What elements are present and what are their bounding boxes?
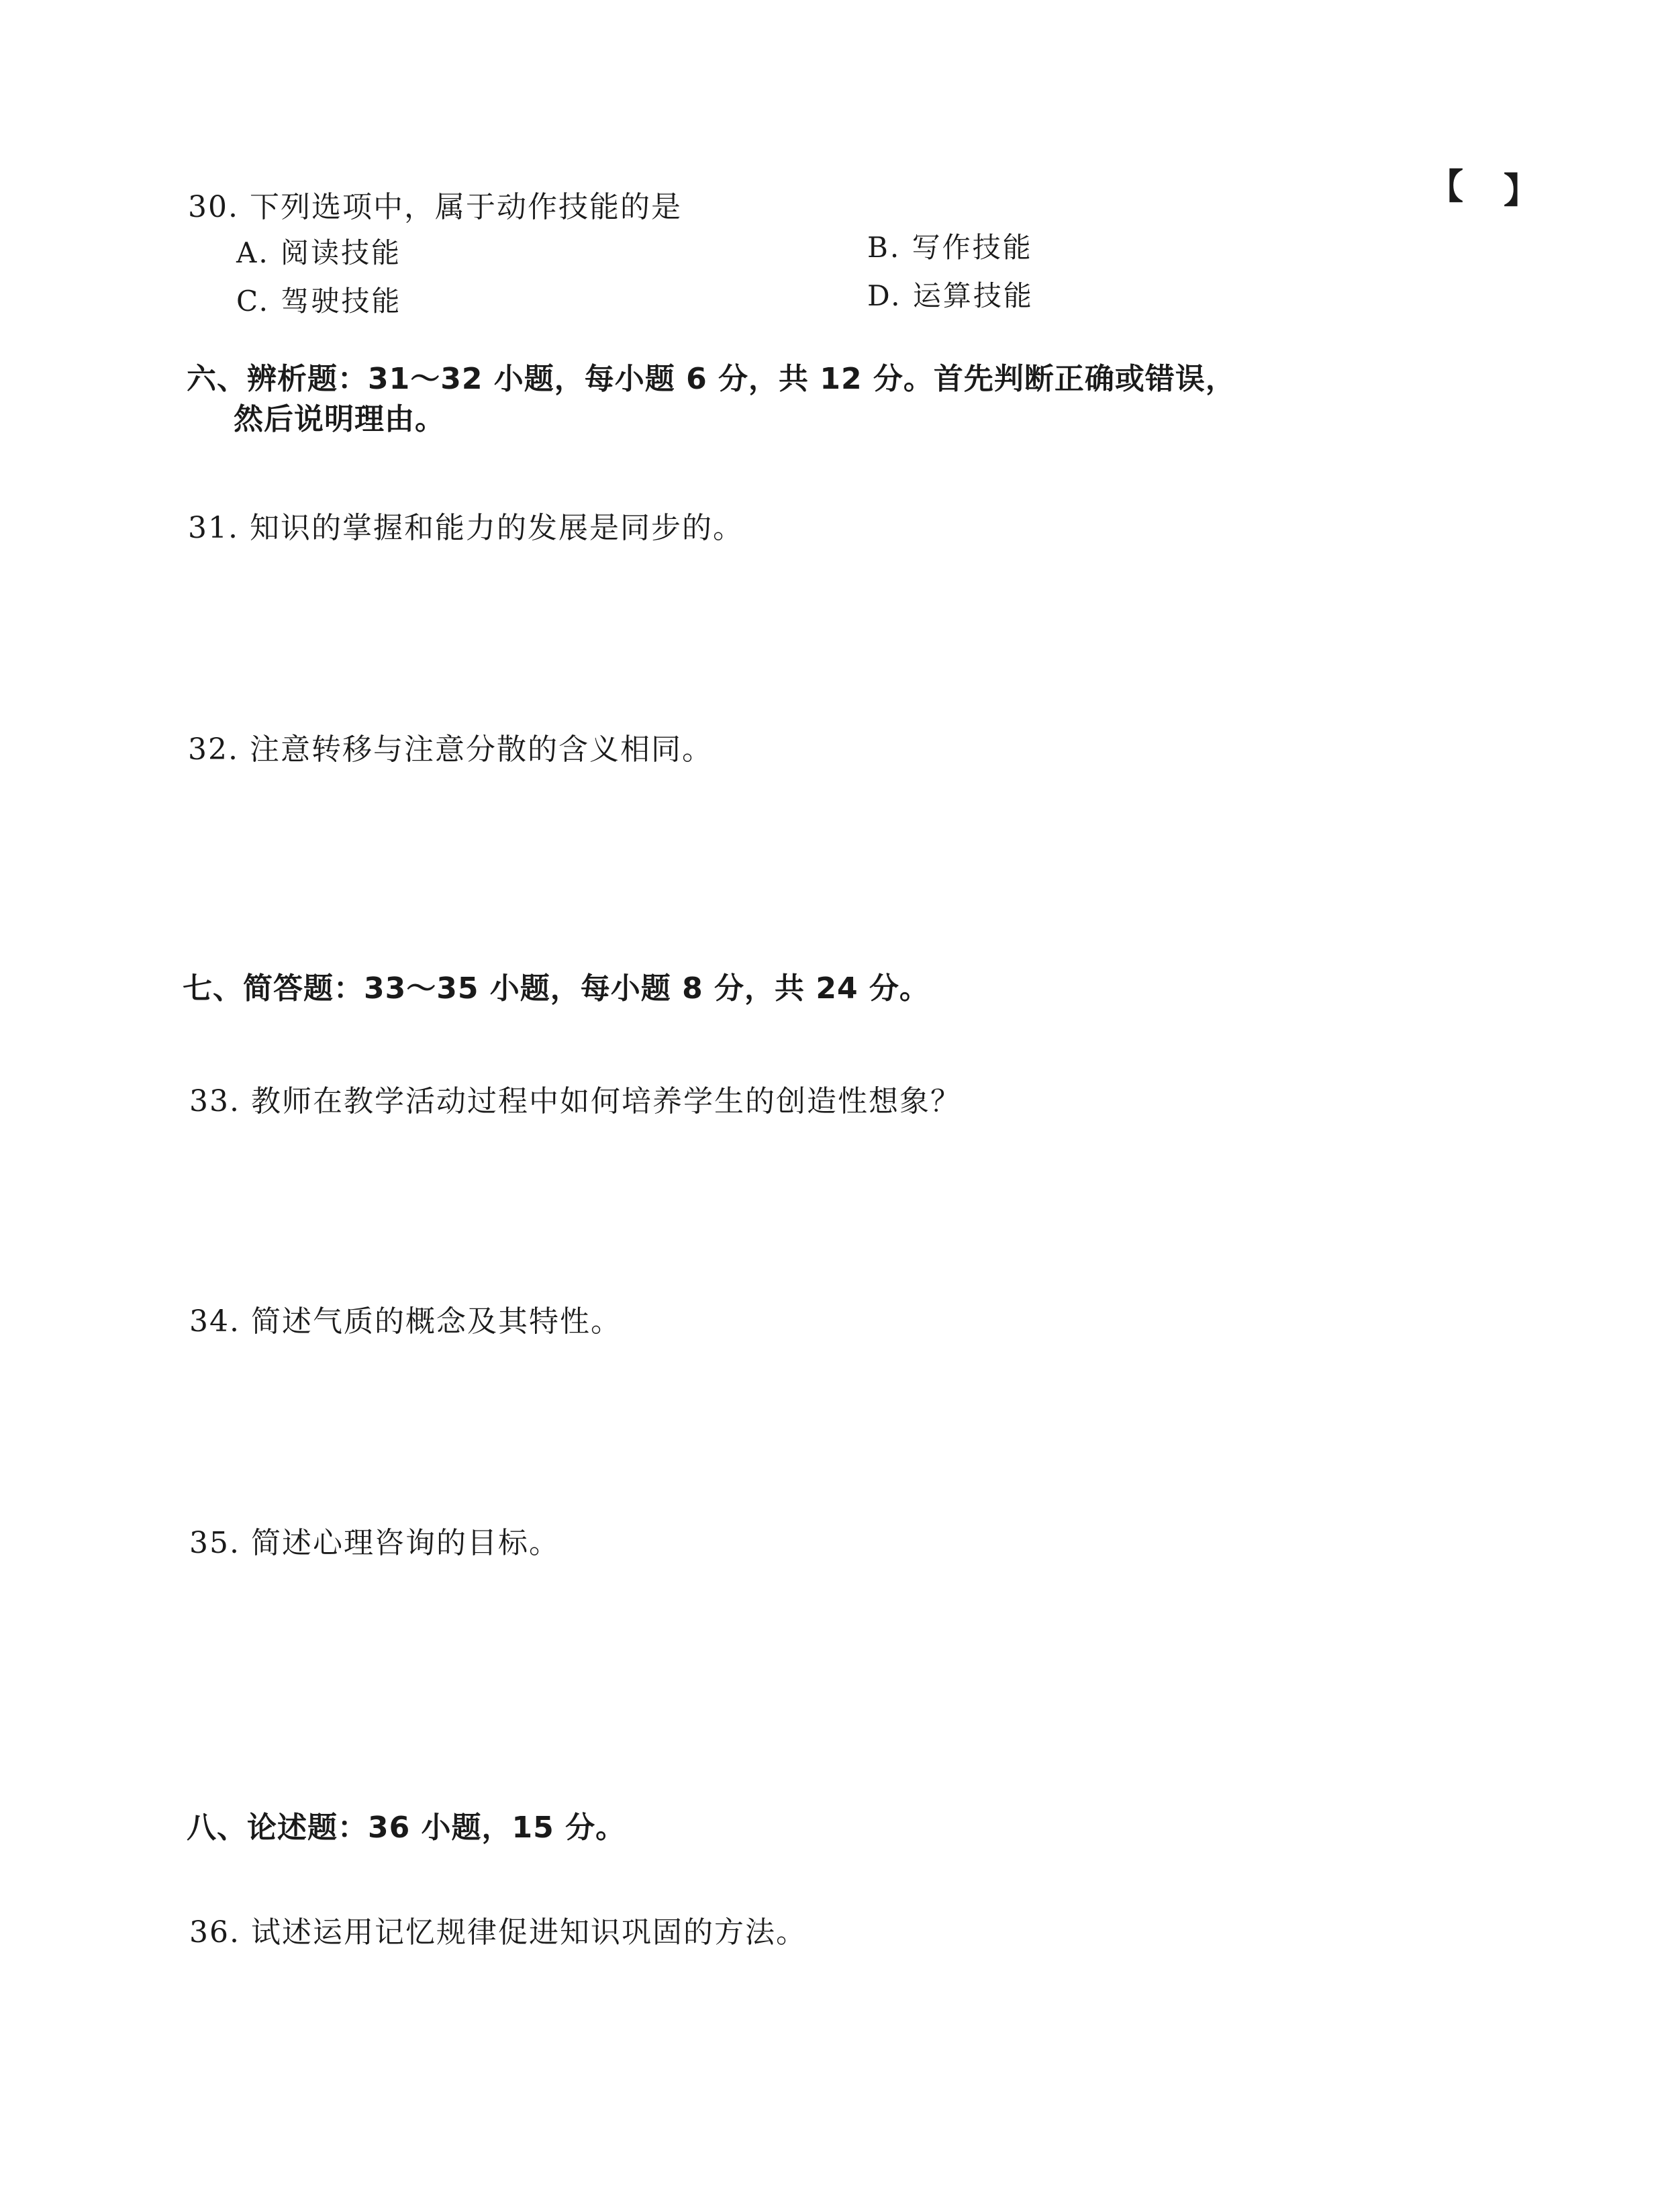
q36-answer-area[interactable] xyxy=(188,1960,1463,2175)
section-8-heading: 八、论述题：36 小题，15 分。 xyxy=(187,1811,626,1845)
q34-answer-area[interactable] xyxy=(188,1349,1463,1504)
q31-answer-area[interactable] xyxy=(188,550,1463,712)
section-6-heading-line1: 六、辨析题：31～32 小题，每小题 6 分，共 12 分。首先判断正确或错误， xyxy=(187,362,1236,396)
answer-bracket-right: 】 xyxy=(1504,171,1539,211)
q30-option-d[interactable]: D. 运算技能 xyxy=(867,279,1034,312)
question-31: 31. 知识的掌握和能力的发展是同步的。 xyxy=(188,511,744,545)
answer-bracket-left: 【 xyxy=(1428,167,1464,207)
question-33: 33. 教师在教学活动过程中如何培养学生的创造性想象？ xyxy=(189,1084,961,1118)
question-34: 34. 简述气质的概念及其特性。 xyxy=(189,1304,622,1339)
section-6-heading-line2: 然后说明理由。 xyxy=(234,402,445,436)
q30-option-a[interactable]: A. 阅读技能 xyxy=(236,236,402,269)
q35-answer-area[interactable] xyxy=(188,1571,1463,1786)
question-32: 32. 注意转移与注意分散的含义相同。 xyxy=(188,732,713,767)
q33-answer-area[interactable] xyxy=(188,1128,1463,1276)
q32-answer-area[interactable] xyxy=(188,772,1463,940)
question-36: 36. 试述运用记忆规律促进知识巩固的方法。 xyxy=(189,1915,807,1950)
q30-option-b[interactable]: B. 写作技能 xyxy=(867,231,1033,264)
question-35: 35. 简述心理咨询的目标。 xyxy=(189,1526,560,1560)
question-30-stem: 30. 下列选项中，属于动作技能的是 xyxy=(188,190,682,224)
section-7-heading: 七、简答题：33～35 小题，每小题 8 分，共 24 分。 xyxy=(183,971,930,1006)
q30-option-c[interactable]: C. 驾驶技能 xyxy=(236,285,402,318)
